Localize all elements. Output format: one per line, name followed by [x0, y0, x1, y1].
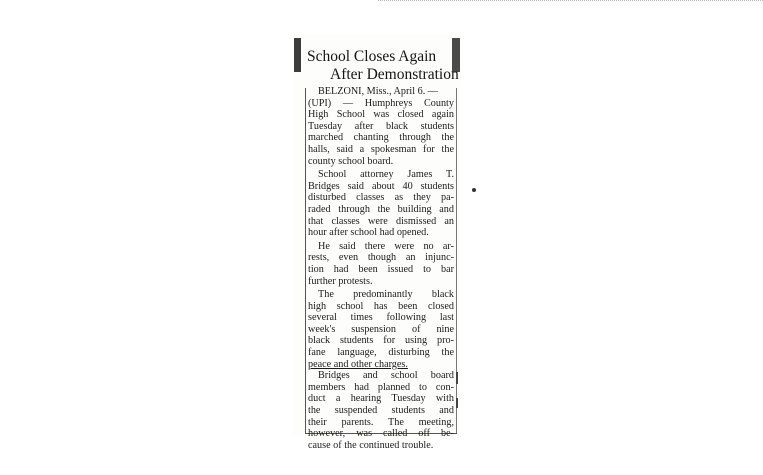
- article-line: tion had been issued to bar: [308, 263, 454, 275]
- article-line: BELZONI, Miss., April 6. —: [318, 86, 438, 97]
- scan-speck: [472, 188, 476, 192]
- article-line: county school board.: [308, 155, 394, 167]
- article-line: disturbed classes as they pa-: [308, 192, 454, 204]
- headline-line-1: School Closes Again: [307, 48, 437, 65]
- article-line: School attorney James T.: [318, 169, 454, 181]
- article-line: several times following last: [308, 312, 454, 324]
- scan-mark: [456, 372, 458, 384]
- article-line: high school has been closed: [308, 300, 454, 312]
- article-line: Tuesday after black students: [308, 120, 454, 132]
- article-line: Bridges said about 40 students: [308, 180, 454, 192]
- article-line: that classes were dismissed an: [308, 215, 454, 227]
- article-line: however, was called off be-: [308, 428, 454, 440]
- article-line: marched chanting through the: [308, 132, 454, 144]
- article-line: (UPI) — Humphreys County: [308, 97, 454, 109]
- column-rule-left: [305, 88, 306, 434]
- headline-line-2: After Demonstration: [330, 66, 459, 83]
- article-line: He said there were no ar-: [318, 240, 454, 252]
- top-dotted-rule: [378, 0, 763, 2]
- article-line: The predominantly black: [318, 289, 454, 301]
- article-line: peace and other charges.: [308, 358, 408, 370]
- article-line: raded through the building and: [308, 203, 454, 215]
- article-line: duct a hearing Tuesday with: [308, 393, 454, 405]
- article-line: hour after school had opened.: [308, 227, 429, 239]
- article-line: the suspended students and: [308, 405, 454, 417]
- article-line: Bridges and school board: [318, 370, 454, 382]
- article-line: cause of the continued trouble.: [308, 439, 434, 451]
- article-line: fane language, disturbing the: [308, 347, 454, 359]
- article-line: further protests.: [308, 275, 373, 287]
- article-line: members had planned to con-: [308, 381, 454, 393]
- article-line: High School was closed again: [308, 109, 454, 121]
- article-body: [308, 86, 454, 451]
- article-line: rests, even though an injunc-: [308, 252, 454, 264]
- scan-mark: [456, 398, 458, 408]
- article-line: week's suspension of nine: [308, 323, 454, 335]
- headline: [300, 48, 460, 84]
- article-line: their parents. The meeting,: [308, 416, 454, 428]
- article-line: black students for using pro-: [308, 335, 454, 347]
- article-line: halls, said a spokesman for the: [308, 143, 454, 155]
